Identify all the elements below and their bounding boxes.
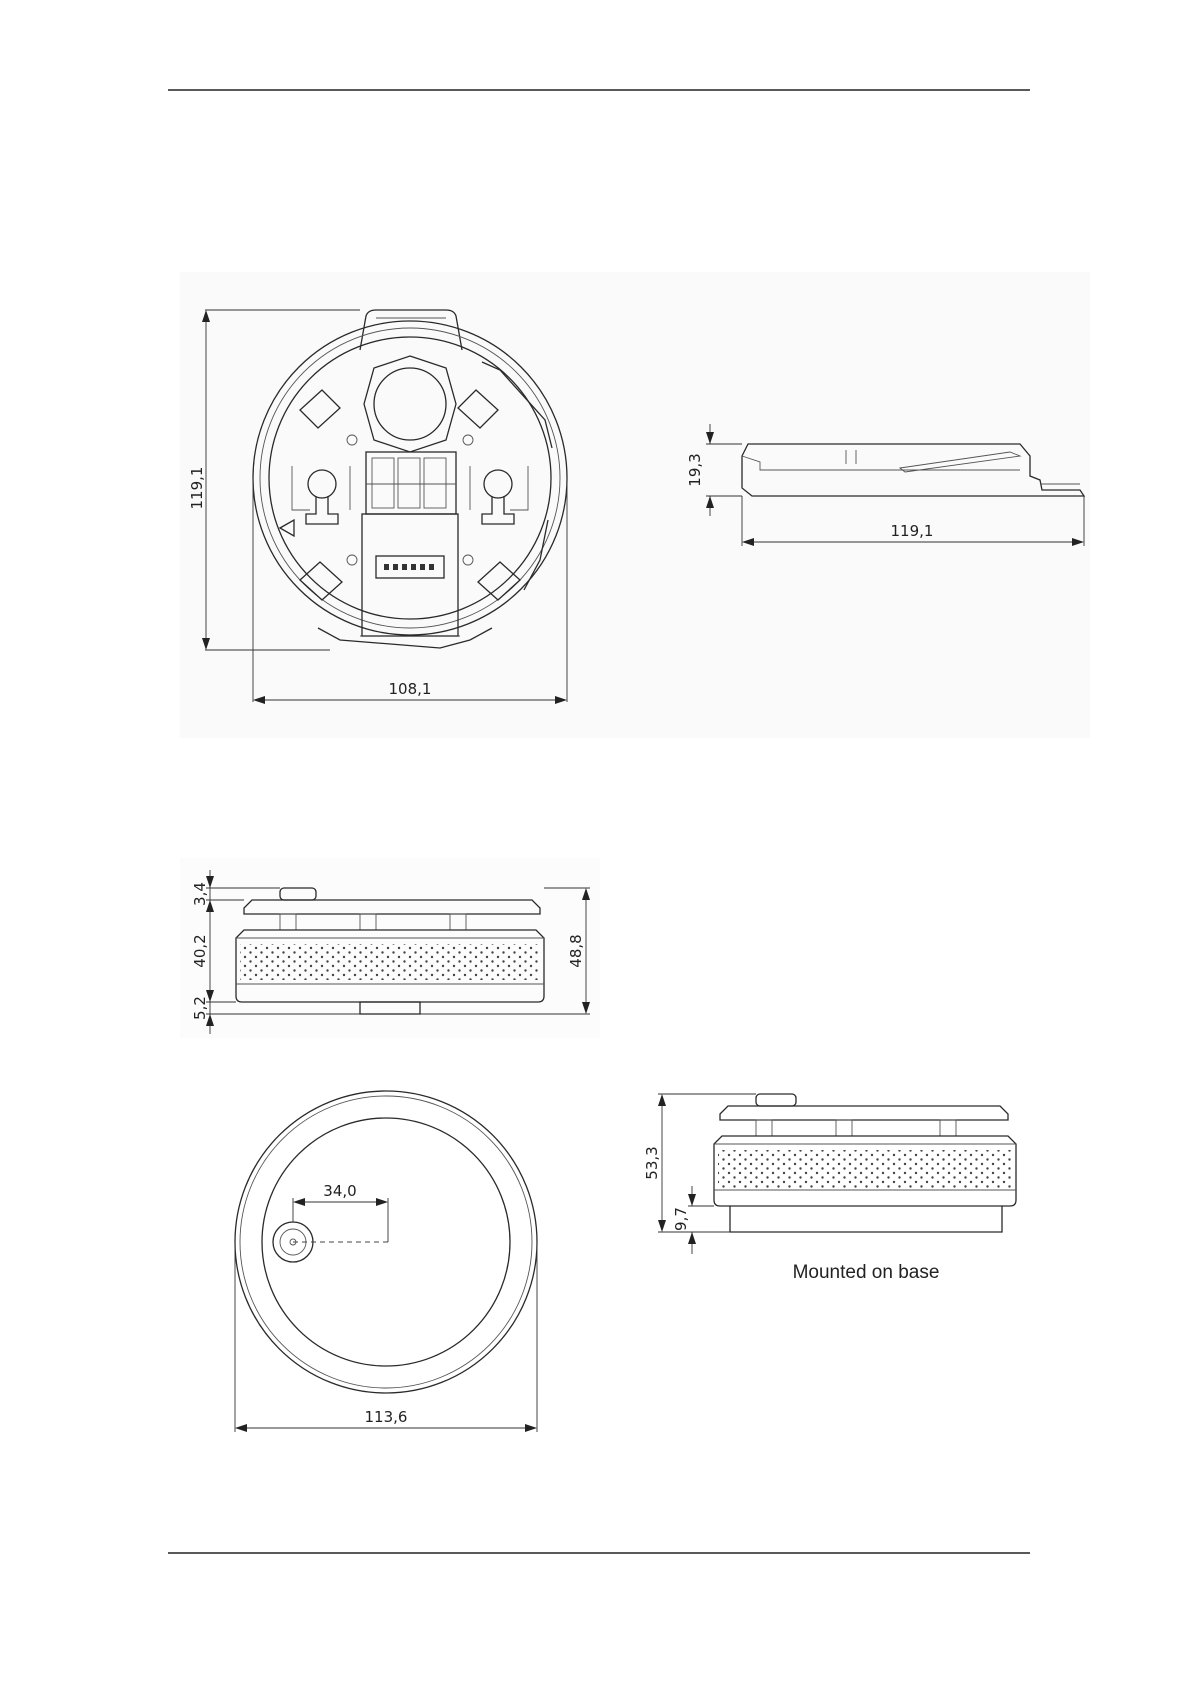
dim-detector-body-height: 40,2 — [191, 934, 209, 968]
dim-base-side-height: 19,3 — [686, 453, 704, 487]
dim-base-side-length: 119,1 — [890, 522, 934, 540]
dim-detector-button-offset: 34,0 — [323, 1182, 357, 1200]
dim-mounted-total-height: 53,3 — [643, 1146, 661, 1180]
dim-detector-total-height: 48,8 — [567, 934, 585, 968]
dim-mounted-base-height: 9,7 — [672, 1207, 690, 1231]
caption-mounted-on-base: Mounted on base — [792, 1262, 940, 1283]
dim-detector-diameter: 113,6 — [364, 1408, 408, 1426]
dim-base-front-width: 108,1 — [388, 680, 432, 698]
dim-detector-top-offset: 3,4 — [191, 882, 209, 906]
mounted-view — [658, 1094, 1016, 1254]
dim-detector-bottom-offset: 5,2 — [191, 996, 209, 1020]
dim-base-front-height: 119,1 — [188, 466, 206, 510]
detector-top-view — [235, 1091, 537, 1432]
